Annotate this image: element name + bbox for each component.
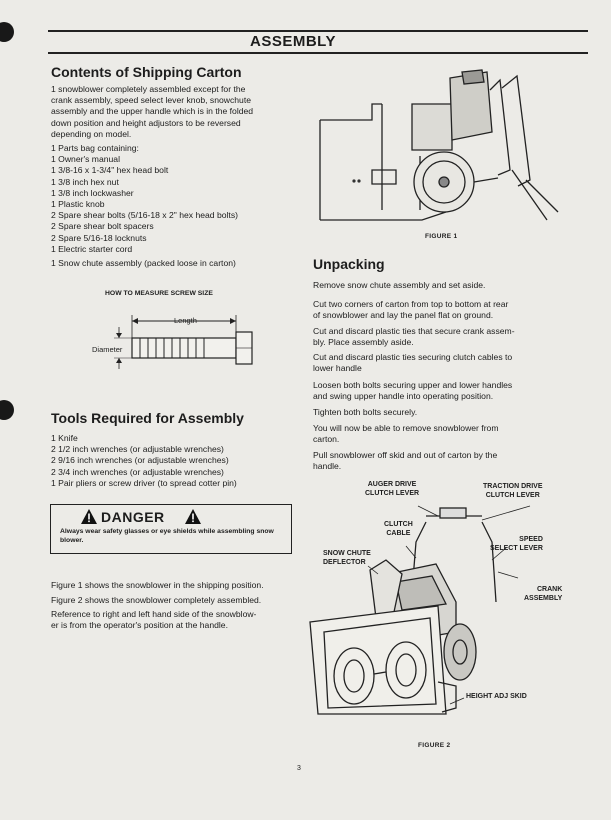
- callout-auger-drive-clutch-lever: [365, 481, 419, 498]
- parts-item: 1 Plastic knob: [51, 199, 105, 210]
- unpacking-line: carton.: [313, 434, 340, 445]
- unpacking-heading: Unpacking: [313, 256, 385, 272]
- figure-note: er is from the operator's position at the handle.: [51, 620, 228, 630]
- unpacking-line: You will now be able to remove snowblower from: [313, 423, 499, 433]
- header-rule-top: [48, 30, 588, 32]
- warning-triangle-icon: [185, 509, 201, 524]
- unpacking-line: Cut and discard plastic ties that secure crank assem-: [313, 326, 515, 336]
- header-rule-bottom: [48, 52, 588, 54]
- unpacking-step: [313, 380, 581, 403]
- unpacking-line: Remove snow chute assembly and set aside.: [313, 280, 486, 290]
- chute-item: 1 Snow chute assembly (packed loose in carton): [51, 258, 236, 268]
- punch-hole: [0, 400, 14, 420]
- parts-item: 1 3/8-16 x 1-3/4" hex head bolt: [51, 165, 169, 176]
- warning-triangle-icon: [81, 509, 97, 524]
- callout-line: AUGER DRIVE: [367, 481, 417, 488]
- figure-note: Figure 1 shows the snowblower in the shipping position.: [51, 580, 264, 590]
- unpacking-line: Cut two corners of carton from top to bottom at rear: [313, 299, 509, 309]
- intro-line: crank assembly, speed select lever knob, snowchute: [51, 95, 251, 106]
- tools-item: 1 Knife: [51, 433, 78, 443]
- unpacking-line: Cut and discard plastic ties securing clutch cables to: [313, 352, 513, 362]
- intro-line: depending on model.: [51, 128, 132, 139]
- danger-text: Always wear safety glasses or eye shields while assembling snow blower.: [60, 528, 274, 544]
- unpacking-step: [313, 450, 581, 473]
- callout-height-adj-skid: HEIGHT ADJ SKID: [466, 693, 527, 700]
- tools-heading: Tools Required for Assembly: [51, 410, 244, 426]
- tools-item: 2 3/4 inch wrenches (or adjustable wrenches): [51, 466, 224, 477]
- unpacking-line: bly. Place assembly aside.: [313, 337, 414, 348]
- callout-line: CLUTCH LEVER: [365, 489, 420, 497]
- callout-line: SELECT LEVER: [490, 544, 543, 552]
- parts-item: 1 3/8 inch lockwasher: [51, 187, 134, 198]
- parts-item: 1 Electric starter cord: [51, 243, 133, 254]
- intro-line: 1 snowblower completely assembled except for the: [51, 84, 246, 94]
- intro-line: assembly and the upper handle which is in the folded: [51, 106, 254, 117]
- tools-item: 2 9/16 inch wrenches (or adjustable wrenches): [51, 455, 229, 466]
- figure-notes: [51, 579, 301, 631]
- callout-line: TRACTION DRIVE: [483, 483, 543, 490]
- unpacking-step: [313, 423, 581, 446]
- callout-line: CLUTCH LEVER: [485, 491, 540, 499]
- unpacking-step: [313, 352, 581, 375]
- unpacking-step: [313, 280, 581, 291]
- unpacking-step: [313, 299, 581, 322]
- unpacking-step: [313, 407, 581, 418]
- callout-clutch-cable: [384, 521, 413, 538]
- callout-snow-chute-deflector: [323, 550, 371, 567]
- figure-1-illustration: [312, 60, 572, 230]
- parts-item: 1 Parts bag containing:: [51, 143, 139, 153]
- screw-diagram-title: HOW TO MEASURE SCREW SIZE: [105, 290, 213, 297]
- screw-length-label: Length: [174, 316, 197, 325]
- danger-heading: DANGER: [101, 509, 165, 525]
- danger-box: [50, 504, 292, 554]
- contents-intro: [51, 84, 291, 140]
- callout-line: SNOW CHUTE: [323, 550, 371, 557]
- intro-line: down position and height adjustors to be reversed: [51, 117, 241, 128]
- unpacking-line: Pull snowblower off skid and out of carton by the: [313, 450, 498, 460]
- callout-traction-drive-clutch-lever: [483, 483, 543, 500]
- page-number: 3: [297, 765, 301, 772]
- unpacking-line: lower handle: [313, 363, 362, 374]
- callout-speed-select-lever: [490, 536, 543, 553]
- parts-list: [51, 143, 296, 255]
- parts-item: 2 Spare shear bolts (5/16-18 x 2" hex head bolts): [51, 210, 238, 221]
- contents-heading: Contents of Shipping Carton: [51, 64, 242, 80]
- unpacking-step: [313, 326, 581, 349]
- callout-line: SPEED: [519, 536, 543, 543]
- callout-line: CLUTCH: [384, 521, 413, 528]
- unpacking-line: Loosen both bolts securing upper and lower handles: [313, 380, 513, 390]
- figure-note: Reference to right and left hand side of the snowblow-: [51, 609, 257, 619]
- unpacking-line: and swing upper handle into operating position.: [313, 391, 494, 402]
- figure-1-caption: FIGURE 1: [425, 233, 458, 240]
- tools-list: [51, 433, 301, 489]
- callout-line: CABLE: [386, 529, 411, 537]
- callout-line: DEFLECTOR: [323, 558, 366, 566]
- unpacking-line: of snowblower and lay the panel flat on ground.: [313, 310, 494, 321]
- parts-item: 2 Spare shear bolt spacers: [51, 221, 154, 232]
- unpacking-line: handle.: [313, 461, 342, 472]
- callout-line: CRANK: [536, 586, 563, 593]
- unpacking-line: Tighten both bolts securely.: [313, 407, 418, 417]
- parts-item: 2 Spare 5/16-18 locknuts: [51, 232, 147, 243]
- callout-crank-assembly: [524, 586, 562, 603]
- screw-diameter-label: Diameter: [92, 345, 123, 354]
- tools-item: 2 1/2 inch wrenches (or adjustable wrenches): [51, 444, 224, 455]
- figure-2-illustration: [306, 482, 590, 740]
- page-title: ASSEMBLY: [250, 33, 336, 50]
- punch-hole: [0, 22, 14, 42]
- figure-2-caption: FIGURE 2: [418, 742, 451, 749]
- tools-item: 1 Pair pliers or screw driver (to spread cotter pin): [51, 477, 237, 488]
- parts-item: 1 Owner's manual: [51, 154, 120, 165]
- callout-line: ASSEMBLY: [524, 594, 563, 602]
- parts-item: 1 3/8 inch hex nut: [51, 176, 119, 187]
- figure-note: Figure 2 shows the snowblower completely assembled.: [51, 595, 262, 605]
